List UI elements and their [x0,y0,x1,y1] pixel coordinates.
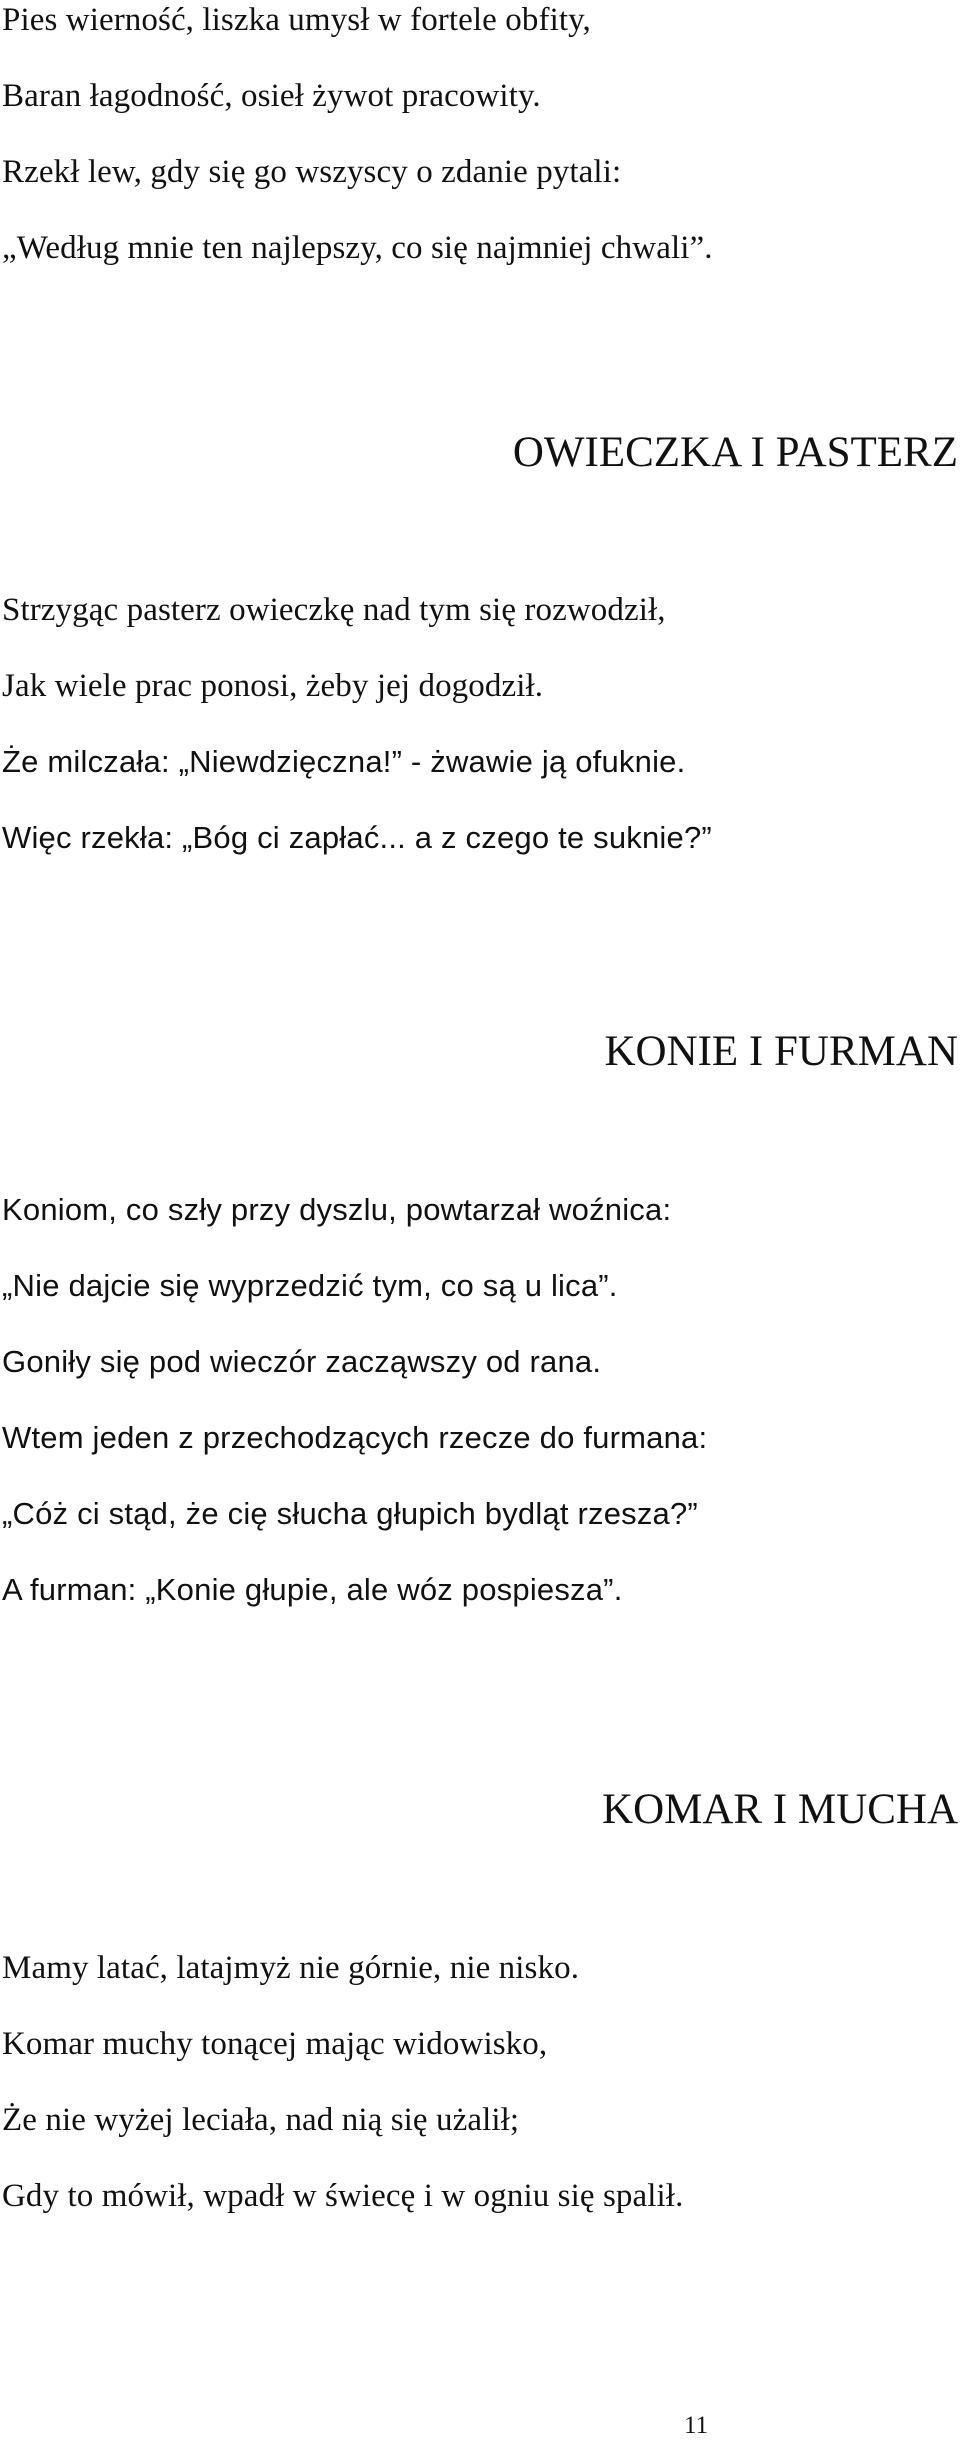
fable-title: KONIE I FURMAN [604,1028,958,1075]
verse-line: Że nie wyżej leciała, nad nią się użalił; [2,2102,520,2138]
verse-line: „Według mnie ten najlepszy, co się najmniej chwali”. [2,230,713,266]
verse-line: Więc rzekła: „Bóg ci zapłać... a z czego te suknie?” [2,820,712,855]
verse-line: Komar muchy tonącej mając widowisko, [2,2026,548,2062]
verse-line: Że milczała: „Niewdzięczna!” - żwawie ją ofuknie. [2,744,686,779]
verse-line: Rzekł lew, gdy się go wszyscy o zdanie pytali: [2,154,622,190]
verse-line: Strzygąc pasterz owieczkę nad tym się rozwodził, [2,592,666,628]
verse-line: Goniły się pod wieczór zacząwszy od rana. [2,1344,602,1379]
fable-title: OWIECZKA I PASTERZ [512,429,958,476]
verse-line: Baran łagodność, osieł żywot pracowity. [2,78,541,114]
verse-line: Wtem jeden z przechodzących rzecze do furmana: [2,1420,708,1455]
verse-line: Pies wierność, liszka umysł w fortele obfity, [2,2,591,38]
verse-line: Jak wiele prac ponosi, żeby jej dogodził. [2,668,544,704]
fable-title: KOMAR I MUCHA [602,1786,958,1833]
verse-line: Mamy latać, latajmyż nie górnie, nie nisko. [2,1950,580,1986]
page-number: 11 [684,2412,709,2439]
verse-line: „Nie dajcie się wyprzedzić tym, co są u lica”. [2,1268,618,1303]
verse-line: Gdy to mówił, wpadł w świecę i w ogniu się spalił. [2,2178,684,2214]
verse-line: „Cóż ci stąd, że cię słucha głupich bydląt rzesza?” [2,1496,698,1531]
verse-line: Koniom, co szły przy dyszlu, powtarzał woźnica: [2,1192,672,1227]
verse-line: A furman: „Konie głupie, ale wóz pospiesza”. [2,1572,623,1607]
